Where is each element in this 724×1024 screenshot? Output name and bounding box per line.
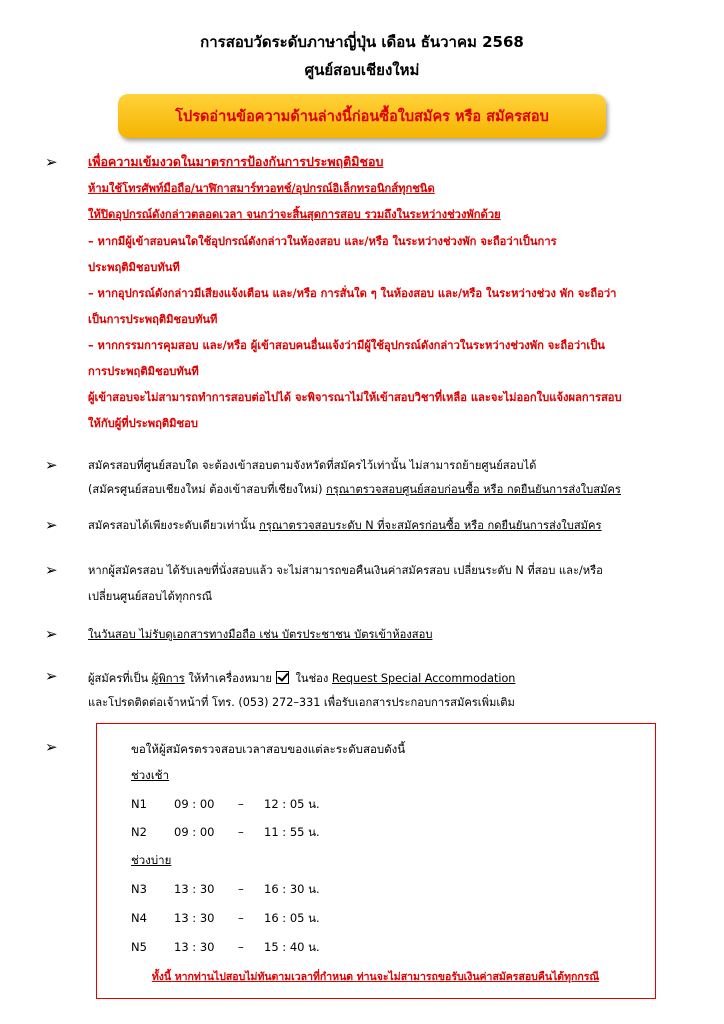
bullet-arrow-icon: ➢ (45, 625, 58, 643)
section-heading: เพื่อความเข้มงวดในมาตรการป้องกันการประพฤติมิชอบ (88, 154, 384, 169)
level-label: N1 (131, 797, 147, 811)
rule-line: – หากกรรมการคุมสอบ และ/หรือ ผู้เข้าสอบคนอื่นแจ้งว่ามีผู้ใช้อุปกรณ์ดังกล่าวในระหว่างช่วงพัก จะถือว่าเป็น (88, 339, 605, 352)
accommodation-text: ให้ทำเครื่องหมาย (184, 672, 272, 685)
bullet-arrow-icon: ➢ (45, 561, 58, 579)
accommodation-rule (88, 671, 515, 684)
time-dash: – (238, 882, 244, 896)
exam-schedule-box (96, 723, 656, 999)
end-time: 16 : 05 น. (264, 911, 320, 925)
rule-line: ประพฤติมิชอบทันที (88, 261, 180, 274)
level-rule-warning: กรุณาตรวจสอบระดับ N ที่จะสมัครก่อนซื้อ หรือ กดยืนยันการส่งใบสมัคร (259, 519, 602, 532)
rule-line: ผู้เข้าสอบจะไม่สามารถทำการสอบต่อไปได้ จะพิจารณาไม่ให้เข้าสอบวิชาที่เหลือ และจะไม่ออกใบแจ้งผลการสอบ (88, 391, 622, 404)
rule-line: ห้ามใช้โทรศัพท์มือถือ/นาฬิกาสมาร์ทวอทช์/อุปกรณ์อิเล็กทรอนิกส์ทุกชนิด (88, 182, 435, 195)
rule-line: ให้ปิดอุปกรณ์ดังกล่าวตลอดเวลา จนกว่าจะสิ้นสุดการสอบ รวมถึงในระหว่างช่วงพักด้วย (88, 208, 501, 221)
center-rule-note (88, 484, 621, 495)
level-label: N3 (131, 882, 147, 896)
notice-banner: โปรดอ่านข้อความด้านล่างนี้ก่อนซื้อใบสมัคร หรือ สมัครสอบ (118, 94, 606, 138)
end-time: 16 : 30 น. (264, 882, 320, 896)
rule-line: ให้กับผู้ที่ประพฤติมิชอบ (88, 417, 198, 430)
bullet-arrow-icon: ➢ (45, 667, 58, 685)
start-time: 13 : 30 (174, 911, 215, 925)
document-rule: ในวันสอบ ไม่รับดูเอกสารทางมือถือ เช่น บัตรประชาชน บัตรเข้าห้องสอบ (88, 628, 433, 641)
rule-line: การประพฤติมิชอบทันที (88, 365, 199, 378)
bullet-arrow-icon: ➢ (45, 516, 58, 534)
center-rule: สมัครสอบที่ศูนย์สอบใด จะต้องเข้าสอบตามจังหวัดที่สมัครไว้เท่านั้น ไม่สามารถย้ายศูนย์สอบได้ (88, 459, 537, 472)
contact-line: และโปรดติดต่อเจ้าหน้าที่ โทร. (053) 272–331 เพื่อรับเอกสารประกอบการสมัครเพิ่มเติม (88, 696, 515, 709)
checked-box-icon (276, 671, 289, 684)
disability-term: ผู้พิการ (151, 672, 185, 685)
level-label: N5 (131, 940, 147, 954)
exam-center: ศูนย์สอบเชียงใหม่ (304, 61, 420, 79)
refund-rule: เปลี่ยนศูนย์สอบได้ทุกกรณี (88, 590, 213, 603)
bullet-arrow-icon: ➢ (45, 456, 58, 474)
start-time: 09 : 00 (174, 825, 215, 839)
request-accommodation-label: Request Special Accommodation (331, 672, 516, 685)
rule-line: – หากอุปกรณ์ดังกล่าวมีเสียงแจ้งเตือน และ/หรือ การสั่นใด ๆ ในห้องสอบ และ/หรือ ในระหว่างช่วง พัก จะถือว่า (88, 287, 617, 300)
start-time: 09 : 00 (174, 797, 215, 811)
refund-rule: หากผู้สมัครสอบ ได้รับเลขที่นั่งสอบแล้ว จะไม่สามารถขอคืนเงินค่าสมัครสอบ เปลี่ยนระดับ N ที่สอบ และ/หรือ (88, 564, 603, 577)
center-rule-text: (สมัครศูนย์สอบเชียงใหม่ ต้องเข้าสอบที่เชียงใหม่) (88, 483, 327, 496)
refund-warning: ทั้งนี้ หากท่านไปสอบไม่ทันตามเวลาที่กำหนด ท่านจะไม่สามารถขอรับเงินค่าสมัครสอบคืนได้ทุกกรณี (151, 971, 600, 983)
schedule-intro: ขอให้ผู้สมัครตรวจสอบเวลาสอบของแต่ละระดับสอบดังนี้ (131, 742, 406, 756)
bullet-arrow-icon: ➢ (45, 153, 58, 171)
end-time: 12 : 05 น. (264, 797, 320, 811)
level-rule-text: สมัครสอบได้เพียงระดับเดียวเท่านั้น (88, 519, 260, 532)
accommodation-text: ในช่อง (291, 672, 332, 685)
accommodation-text: ผู้สมัครที่เป็น (88, 672, 152, 685)
afternoon-label: ช่วงบ่าย (131, 853, 172, 867)
page-title: การสอบวัดระดับภาษาญี่ปุ่น เดือน ธันวาคม 2568 (200, 33, 524, 51)
time-dash: – (238, 825, 244, 839)
center-rule-warning: กรุณาตรวจสอบศูนย์สอบก่อนซื้อ หรือ กดยืนยันการส่งใบสมัคร (326, 483, 621, 496)
end-time: 11 : 55 น. (264, 825, 320, 839)
time-dash: – (238, 797, 244, 811)
end-time: 15 : 40 น. (264, 940, 320, 954)
start-time: 13 : 30 (174, 882, 215, 896)
level-label: N2 (131, 825, 147, 839)
time-dash: – (238, 940, 244, 954)
morning-label: ช่วงเช้า (131, 768, 170, 782)
level-label: N4 (131, 911, 147, 925)
start-time: 13 : 30 (174, 940, 215, 954)
rule-line: เป็นการประพฤติมิชอบทันที (88, 313, 218, 326)
rule-line: – หากมีผู้เข้าสอบคนใดใช้อุปกรณ์ดังกล่าวในห้องสอบ และ/หรือ ในระหว่างช่วงพัก จะถือว่าเป็นการ (88, 235, 557, 248)
level-rule (88, 520, 602, 531)
time-dash: – (238, 911, 244, 925)
bullet-arrow-icon: ➢ (45, 738, 58, 756)
